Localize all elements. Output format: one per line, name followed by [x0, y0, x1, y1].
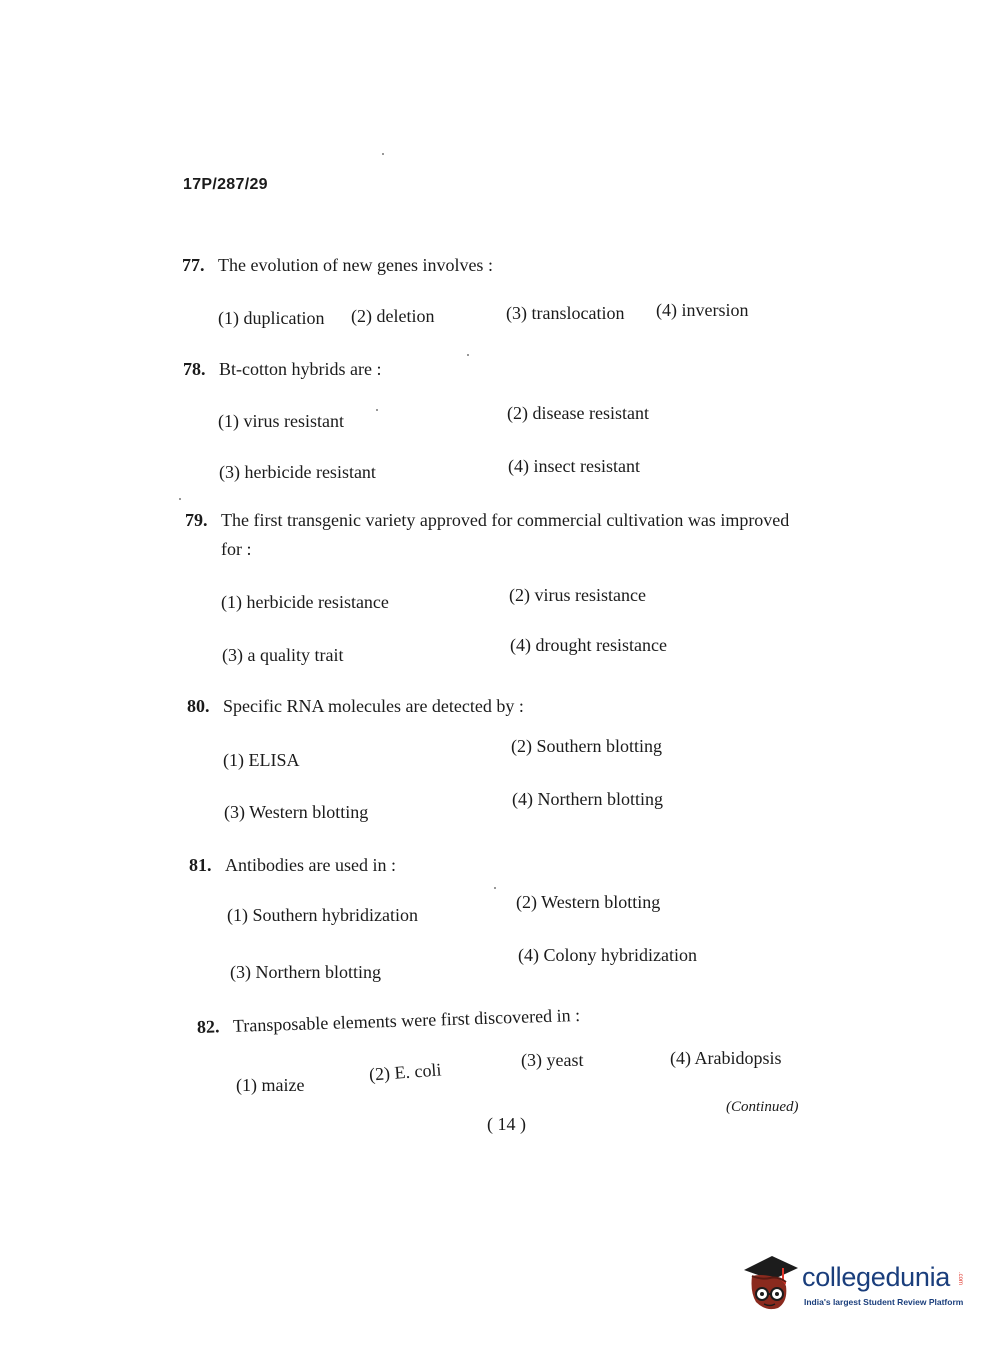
question-text: The evolution of new genes involves :	[218, 255, 493, 275]
option: (3) Northern blotting	[230, 962, 381, 982]
option: (4) Arabidopsis	[670, 1048, 782, 1068]
mascot-icon	[742, 1252, 800, 1314]
question-80	[187, 696, 524, 717]
question-78	[183, 359, 381, 380]
scan-speck	[382, 153, 384, 155]
question-81	[189, 855, 396, 876]
option: (1) maize	[236, 1075, 305, 1095]
question-number: 79.	[185, 510, 208, 530]
question-number: 81.	[189, 855, 212, 875]
question-number: 80.	[187, 696, 210, 716]
collegedunia-logo	[742, 1250, 972, 1320]
question-text: Antibodies are used in :	[225, 855, 396, 875]
option: (3) Western blotting	[224, 802, 369, 822]
option: (2) E. coli	[368, 1059, 443, 1085]
option: (2) virus resistance	[509, 585, 646, 605]
option: (2) Southern blotting	[511, 736, 662, 756]
question-number: 78.	[183, 359, 206, 379]
continued-note: (Continued)	[726, 1099, 799, 1115]
option: (1) ELISA	[223, 750, 300, 770]
question-79	[185, 510, 789, 560]
option: (4) insect resistant	[508, 456, 640, 476]
option: (4) Northern blotting	[512, 789, 663, 809]
scan-speck	[179, 498, 181, 500]
option: (2) deletion	[351, 306, 435, 326]
option: (4) drought resistance	[510, 635, 667, 655]
question-text: Transposable elements were first discovered in :	[232, 1004, 581, 1036]
option: (1) herbicide resistance	[221, 592, 389, 612]
question-number: 82.	[196, 1016, 220, 1037]
scan-speck	[494, 887, 496, 889]
question-text: Bt-cotton hybrids are :	[219, 359, 382, 379]
option: (3) a quality trait	[222, 645, 344, 665]
question-77	[182, 255, 493, 276]
option: (3) herbicide resistant	[219, 462, 376, 482]
option: (1) duplication	[218, 308, 325, 328]
option: (3) yeast	[521, 1050, 584, 1070]
option: (3) translocation	[506, 303, 625, 323]
page-number: ( 14 )	[487, 1114, 526, 1134]
question-text: Specific RNA molecules are detected by :	[223, 696, 524, 716]
brand-name: collegedunia	[802, 1262, 951, 1292]
option: (4) Colony hybridization	[518, 945, 697, 965]
option: (2) disease resistant	[507, 403, 649, 423]
question-82	[197, 1005, 581, 1038]
brand-suffix: .com	[957, 1272, 963, 1286]
question-text-continued: for :	[221, 539, 252, 559]
brand-tagline: India's largest Student Review Platform	[804, 1297, 964, 1307]
option: (4) inversion	[656, 300, 749, 320]
option: (1) Southern hybridization	[227, 905, 418, 925]
option: (1) virus resistant	[218, 411, 344, 431]
scan-speck	[467, 354, 469, 356]
question-text: The first transgenic variety approved for commercial cultivation was improved	[221, 510, 790, 530]
option: (2) Western blotting	[516, 892, 661, 912]
question-number: 77.	[182, 255, 205, 275]
paper-code: 17P/287/29	[183, 176, 268, 193]
scan-speck	[376, 409, 378, 411]
